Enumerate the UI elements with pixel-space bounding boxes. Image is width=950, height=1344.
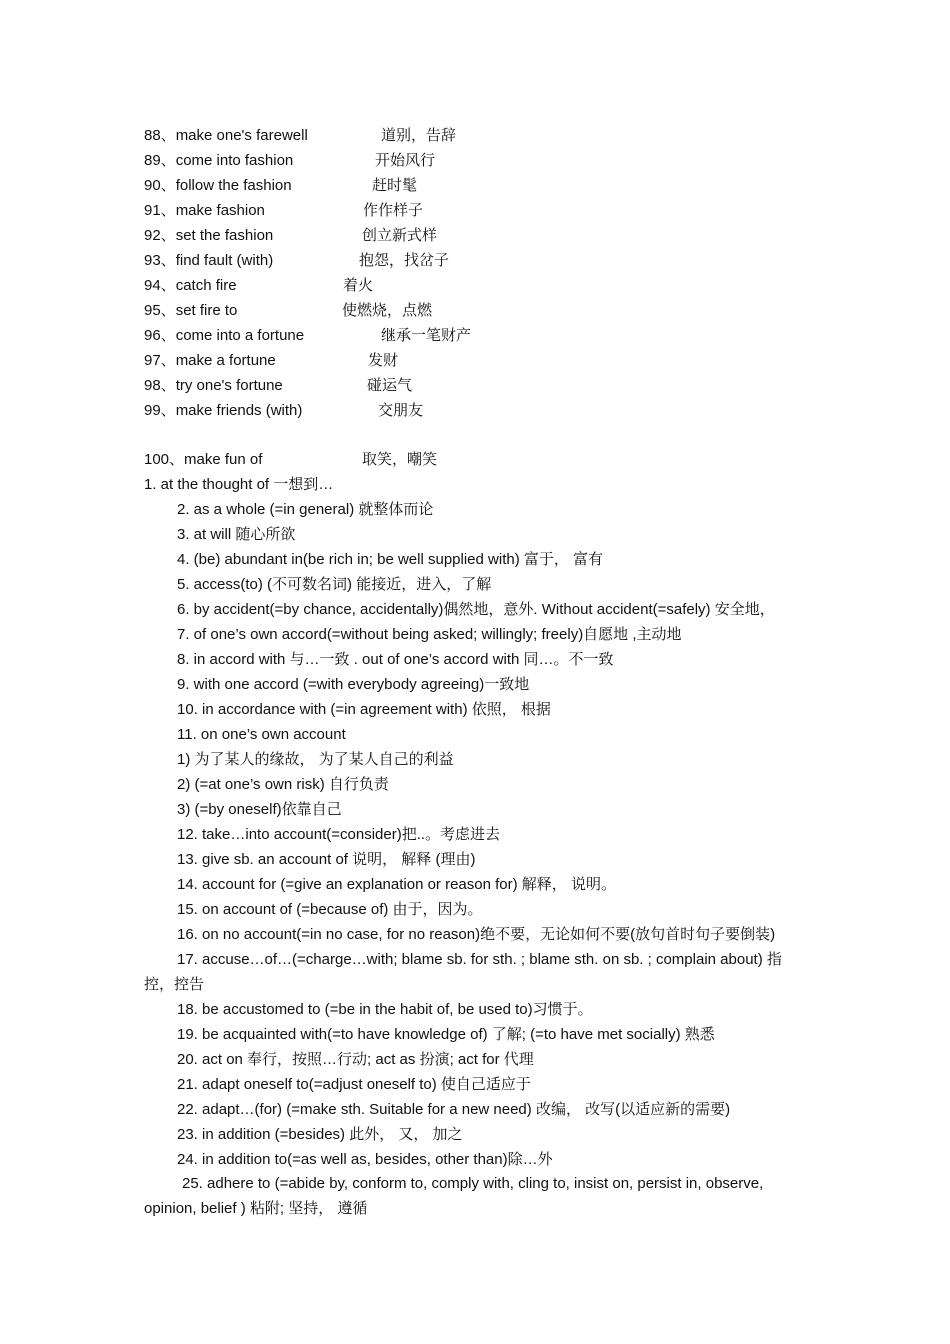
text-line: 12. take…into account(=consider)把..。考虑进去 bbox=[177, 826, 501, 843]
phrase-item: 98、try one's fortune bbox=[144, 377, 283, 394]
text-line: 16. on no account(=in no case, for no reason)绝不要，无论如何不要(放句首时句子要倒装) bbox=[177, 926, 776, 943]
text-line: 7. of one’s own accord(=without being asked; willingly; freely)自愿地 ,主动地 bbox=[177, 626, 682, 643]
text-line: 19. be acquainted with(=to have knowledge of) 了解; (=to have met socially) 熟悉 bbox=[177, 1026, 715, 1043]
text-line: 21. adapt oneself to(=adjust oneself to) 使自己适应于 bbox=[177, 1076, 531, 1093]
text-line: 3. at will 随心所欲 bbox=[177, 526, 296, 543]
text-line: opinion, belief ) 粘附; 坚持， 遵循 bbox=[144, 1200, 368, 1217]
phrase-item: 99、make friends (with) bbox=[144, 402, 303, 419]
phrase-item: 97、make a fortune bbox=[144, 352, 276, 369]
text-line: 20. act on 奉行，按照…行动; act as 扮演; act for 代理 bbox=[177, 1051, 534, 1068]
phrase-item: 91、make fashion bbox=[144, 202, 265, 219]
text-line: 2) (=at one’s own risk) 自行负责 bbox=[177, 776, 389, 793]
text-line: 3) (=by oneself)依靠自己 bbox=[177, 801, 342, 818]
phrase-meaning: 着火 bbox=[343, 277, 374, 294]
text-line: 4. (be) abundant in(be rich in; be well supplied with) 富于， 富有 bbox=[177, 551, 604, 568]
phrase-meaning: 创立新式样 bbox=[362, 227, 438, 244]
phrase-meaning: 使燃烧，点燃 bbox=[342, 302, 433, 319]
text-line: 9. with one accord (=with everybody agreeing)一致地 bbox=[177, 676, 530, 693]
phrase-item: 93、find fault (with) bbox=[144, 252, 274, 269]
text-line: 15. on account of (=because of) 由于，因为。 bbox=[177, 901, 483, 918]
phrase-meaning: 道别，告辞 bbox=[381, 127, 457, 144]
phrase-item: 88、make one's farewell bbox=[144, 127, 308, 144]
text-line: 10. in accordance with (=in agreement with) 依照， 根据 bbox=[177, 701, 551, 718]
text-line: 2. as a whole (=in general) 就整体而论 bbox=[177, 501, 434, 518]
text-line: 11. on one’s own account bbox=[177, 726, 346, 743]
text-line: 18. be accustomed to (=be in the habit of, be used to)习惯于。 bbox=[177, 1001, 593, 1018]
phrase-meaning: 作作样子 bbox=[363, 202, 424, 219]
text-line: 14. account for (=give an explanation or reason for) 解释， 说明。 bbox=[177, 876, 616, 893]
text-line: 22. adapt…(for) (=make sth. Suitable for a new need) 改编， 改写(以适应新的需要) bbox=[177, 1101, 731, 1118]
phrase-item: 100、make fun of bbox=[144, 451, 263, 468]
phrase-meaning: 抱怨，找岔子 bbox=[359, 252, 450, 269]
text-line: 8. in accord with 与…一致 . out of one’s accord with 同…。不一致 bbox=[177, 651, 614, 668]
text-line: 5. access(to) (不可数名词) 能接近，进入，了解 bbox=[177, 576, 492, 593]
phrase-meaning: 取笑，嘲笑 bbox=[362, 451, 438, 468]
phrase-item: 89、come into fashion bbox=[144, 152, 294, 169]
phrase-meaning: 赶时髦 bbox=[372, 177, 418, 194]
phrase-item: 92、set the fashion bbox=[144, 227, 274, 244]
phrase-meaning: 碰运气 bbox=[367, 377, 413, 394]
text-line: 17. accuse…of…(=charge…with; blame sb. for sth. ; blame sth. on sb. ; complain about) 指 bbox=[177, 951, 782, 968]
phrase-meaning: 开始风行 bbox=[375, 152, 436, 169]
phrase-item: 95、set fire to bbox=[144, 302, 238, 319]
text-line: 1) 为了某人的缘故， 为了某人自己的利益 bbox=[177, 751, 454, 768]
phrase-meaning: 继承一笔财产 bbox=[381, 327, 472, 344]
phrase-item: 90、follow the fashion bbox=[144, 177, 292, 194]
phrase-item: 96、come into a fortune bbox=[144, 327, 305, 344]
phrase-meaning: 交朋友 bbox=[378, 402, 424, 419]
text-line: 6. by accident(=by chance, accidentally)偶然地，意外. Without accident(=safely) 安全地， bbox=[177, 601, 775, 618]
phrase-item: 94、catch fire bbox=[144, 277, 237, 294]
phrase-meaning: 发财 bbox=[368, 352, 399, 369]
text-line: 13. give sb. an account of 说明， 解释 (理由) bbox=[177, 851, 476, 868]
text-line: 24. in addition to(=as well as, besides, other than)除…外 bbox=[177, 1151, 553, 1168]
text-line: 23. in addition (=besides) 此外， 又， 加之 bbox=[177, 1126, 463, 1143]
text-line: 25. adhere to (=abide by, conform to, comply with, cling to, insist on, persist in, observe, bbox=[182, 1175, 764, 1192]
text-line: 1. at the thought of 一想到… bbox=[144, 476, 334, 493]
text-line: 控，控告 bbox=[144, 976, 205, 993]
